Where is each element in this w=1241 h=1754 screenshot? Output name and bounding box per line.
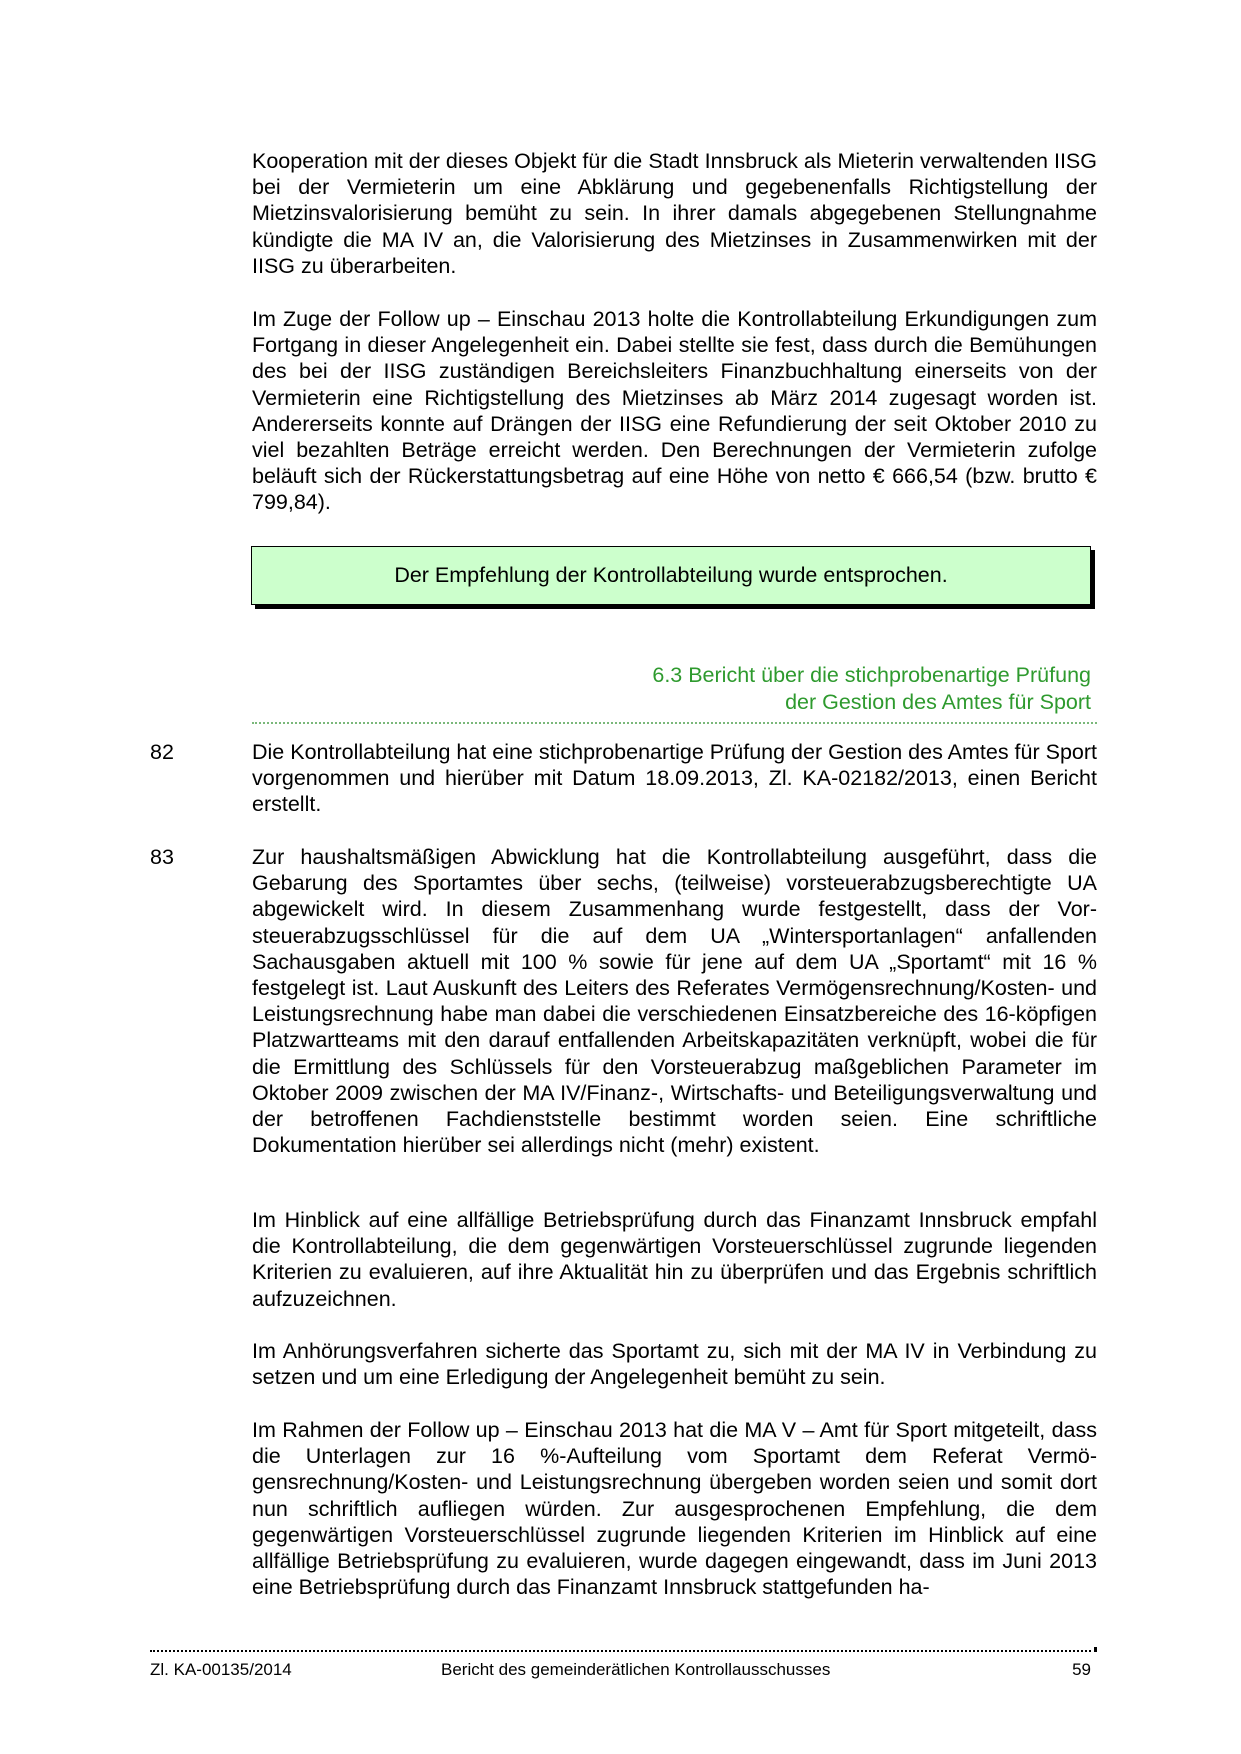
paragraph-number-82: 82	[150, 740, 174, 764]
footer-reference: Zl. KA-00135/2014	[150, 1660, 292, 1679]
section-heading-line2: der Gestion des Amtes für Sport	[785, 690, 1091, 714]
footer-title: Bericht des gemeinderätlichen Kontrollausschusses	[441, 1660, 831, 1679]
page-number: 59	[1072, 1660, 1091, 1679]
footer-divider	[150, 1650, 1091, 1652]
paragraph-empfehlung: Im Hinblick auf eine allfällige Betriebsprüfung durch das Finanzamt Innsbruck empfahl die Kontrollabteilung, die dem gegenwärtigen Vorsteuerschlüssel zugrunde liegenden Kriterien zu evaluieren, auf ihre Aktualität hin zu überprüfen und das Ergebnis schriftlich aufzuzeichnen.	[252, 1208, 1097, 1311]
section-divider	[252, 722, 1097, 724]
paragraph-follow-up-mietzins: Im Zuge der Follow up – Einschau 2013 holte die Kontrollabteilung Erkundigungen zum Fortgang in dieser Angelegenheit ein. Dabei stellte sie fest, dass durch die Bemühungen des bei der IISG zuständigen Bereichsleiters Finanzbuchhaltung einerseits von der Vermieterin eine Richtigstellung des Mietzinses ab März 2014 zugesagt worden ist. Andererseits konnte auf Drängen der IISG eine Refundierung der seit Oktober 2010 zu viel bezahlten Beträge erreicht werden. Den Berechnungen der Vermieterin zufolge beläuft sich der Rückerstattungsbetrag auf eine Höhe von netto € 666,54 (bzw. brutto € 799,84).	[252, 307, 1097, 515]
paragraph-anhoerung: Im Anhörungsverfahren sicherte das Sportamt zu, sich mit der MA IV in Verbindung zu setzen und um eine Erledigung der Angelegenheit bemüht zu sein.	[252, 1339, 1097, 1390]
paragraph-mietzins-kooperation: Kooperation mit der dieses Objekt für die Stadt Innsbruck als Mieterin verwaltenden IISG bei der Vermieterin um eine Abklärung und gegebenenfalls Richtigstellung der Mietzinsvalorisierung bemüht zu sein. In ihrer damals abgegebenen Stellungnahme kündigte die MA IV an, die Valorisierung des Mietzinses in Zusammenwirken mit der IISG zu überarbeiten.	[252, 149, 1097, 278]
paragraph-number-83: 83	[150, 845, 174, 869]
section-heading	[491, 662, 1091, 716]
result-box	[251, 546, 1091, 605]
paragraph-82: Die Kontrollabteilung hat eine stichprobenartige Prüfung der Gestion des Amtes für Sport vorgenommen und hierüber mit Datum 18.09.2013, Zl. KA-02182/2013, einen Bericht erstellt.	[252, 740, 1097, 817]
section-heading-line1: 6.3 Bericht über die stichprobenartige Prüfung	[652, 663, 1091, 687]
paragraph-83: Zur haushaltsmäßigen Abwicklung hat die Kontrollabteilung ausgeführt, dass die Gebarung des Sportamtes über sechs, (teilweise) vorsteuerabzugsberechtigte UA abgewickelt wird. In diesem Zusammenhang wurde festgestellt, dass der Vorsteuerabzugsschlüssel für die auf dem UA „Wintersportanlagen“ anfallenden Sachausgaben aktuell mit 100 % sowie für jene auf dem UA „Sportamt“ mit 16 % festgelegt ist. Laut Auskunft des Leiters des Referates Vermögensrechnung/Kosten- und Leistungsrechnung habe man dabei die verschiedenen Einsatzbereiche des 16-köpfigen Platzwartteams mit den darauf entfallenden Arbeitskapazitäten verknüpft, wobei die für die Ermittlung des Schlüssels für den Vorsteuerabzug maßgeblichen Parameter im Oktober 2009 zwischen der MA IV/Finanz-, Wirtschafts- und Beteiligungsverwaltung und der betroffenen Fachdienststelle bestimmt worden seien. Eine schriftliche Dokumentation hierüber sei allerdings nicht (mehr) existent.	[252, 845, 1097, 1158]
result-box-text: Der Empfehlung der Kontrollabteilung wurde entsprochen.	[394, 563, 948, 587]
paragraph-follow-up-sport: Im Rahmen der Follow up – Einschau 2013 hat die MA V – Amt für Sport mitgeteilt, dass die Unterlagen zur 16 %-Aufteilung vom Sportamt dem Referat Vermögensrechnung/Kosten- und Leistungsrechnung übergeben worden seien und somit dort nun schriftlich aufliegen würden. Zur ausgesprochenen Empfehlung, die dem gegenwärtigen Vorsteuerschlüssel zugrunde liegenden Kriterien im Hinblick auf eine allfällige Betriebsprüfung zu evaluieren, wurde dagegen eingewandt, dass im Juni 2013 eine Betriebsprüfung durch das Finanzamt Innsbruck stattgefunden ha-	[252, 1418, 1097, 1600]
